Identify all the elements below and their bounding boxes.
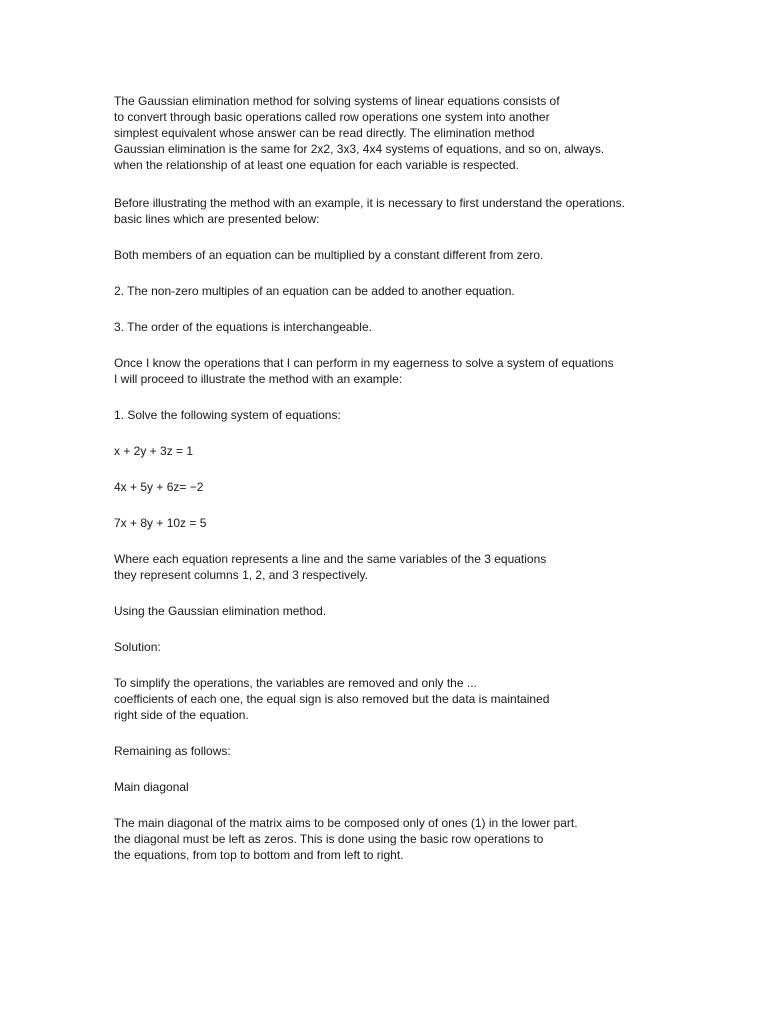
text-line: 7x + 8y + 10z = 5 [114,516,207,530]
text-line: they represent columns 1, 2, and 3 respectively. [114,568,368,582]
remaining-paragraph [114,743,734,759]
example-intro-paragraph [114,355,734,387]
text-line: x + 2y + 3z = 1 [114,444,194,458]
text-line: to convert through basic operations called row operations one system into another [114,110,550,124]
text-line: coefficients of each one, the equal sign is also removed but the data is maintained [114,692,550,706]
text-line: To simplify the operations, the variables are removed and only the ... [114,676,477,690]
text-line: Gaussian elimination is the same for 2x2, 3x3, 4x4 systems of equations, and so on, always. [114,142,605,156]
text-line: basic lines which are presented below: [114,212,320,226]
text-line: The main diagonal of the matrix aims to be composed only of ones (1) in the lower part. [114,816,578,830]
equation-3 [114,515,734,531]
text-line: Once I know the operations that I can perform in my eagerness to solve a system of equations [114,356,614,370]
operation-2-paragraph [114,283,734,299]
operations-intro-paragraph [114,195,734,227]
simplify-paragraph [114,675,734,723]
text-line: the equations, from top to bottom and from left to right. [114,848,404,862]
operation-3-paragraph [114,319,734,335]
text-line: Using the Gaussian elimination method. [114,604,327,618]
text-line: 3. The order of the equations is interchangeable. [114,320,372,334]
text-line: 1. Solve the following system of equations: [114,408,341,422]
main-diagonal-paragraph [114,815,734,863]
equations-explanation-paragraph [114,551,734,583]
operation-1-paragraph [114,247,734,263]
document-page [114,93,734,863]
main-diagonal-heading [114,779,734,795]
text-line: Main diagonal [114,780,189,794]
intro-paragraph [114,93,734,173]
problem-statement [114,407,734,423]
text-line: right side of the equation. [114,708,249,722]
text-line: when the relationship of at least one equation for each variable is respected. [114,158,519,172]
text-line: Remaining as follows: [114,744,231,758]
text-line: I will proceed to illustrate the method with an example: [114,372,403,386]
text-line: Where each equation represents a line and the same variables of the 3 equations [114,552,547,566]
method-paragraph [114,603,734,619]
text-line: 2. The non-zero multiples of an equation can be added to another equation. [114,284,515,298]
text-line: Both members of an equation can be multiplied by a constant different from zero. [114,248,544,262]
text-line: simplest equivalent whose answer can be read directly. The elimination method [114,126,535,140]
solution-heading [114,639,734,655]
equation-1 [114,443,734,459]
text-line: Solution: [114,640,161,654]
equation-2 [114,479,734,495]
text-line: Before illustrating the method with an example, it is necessary to first understand the operations. [114,196,625,210]
text-line: the diagonal must be left as zeros. This is done using the basic row operations to [114,832,544,846]
text-line: The Gaussian elimination method for solving systems of linear equations consists of [114,94,560,108]
text-line: 4x + 5y + 6z= −2 [114,480,204,494]
